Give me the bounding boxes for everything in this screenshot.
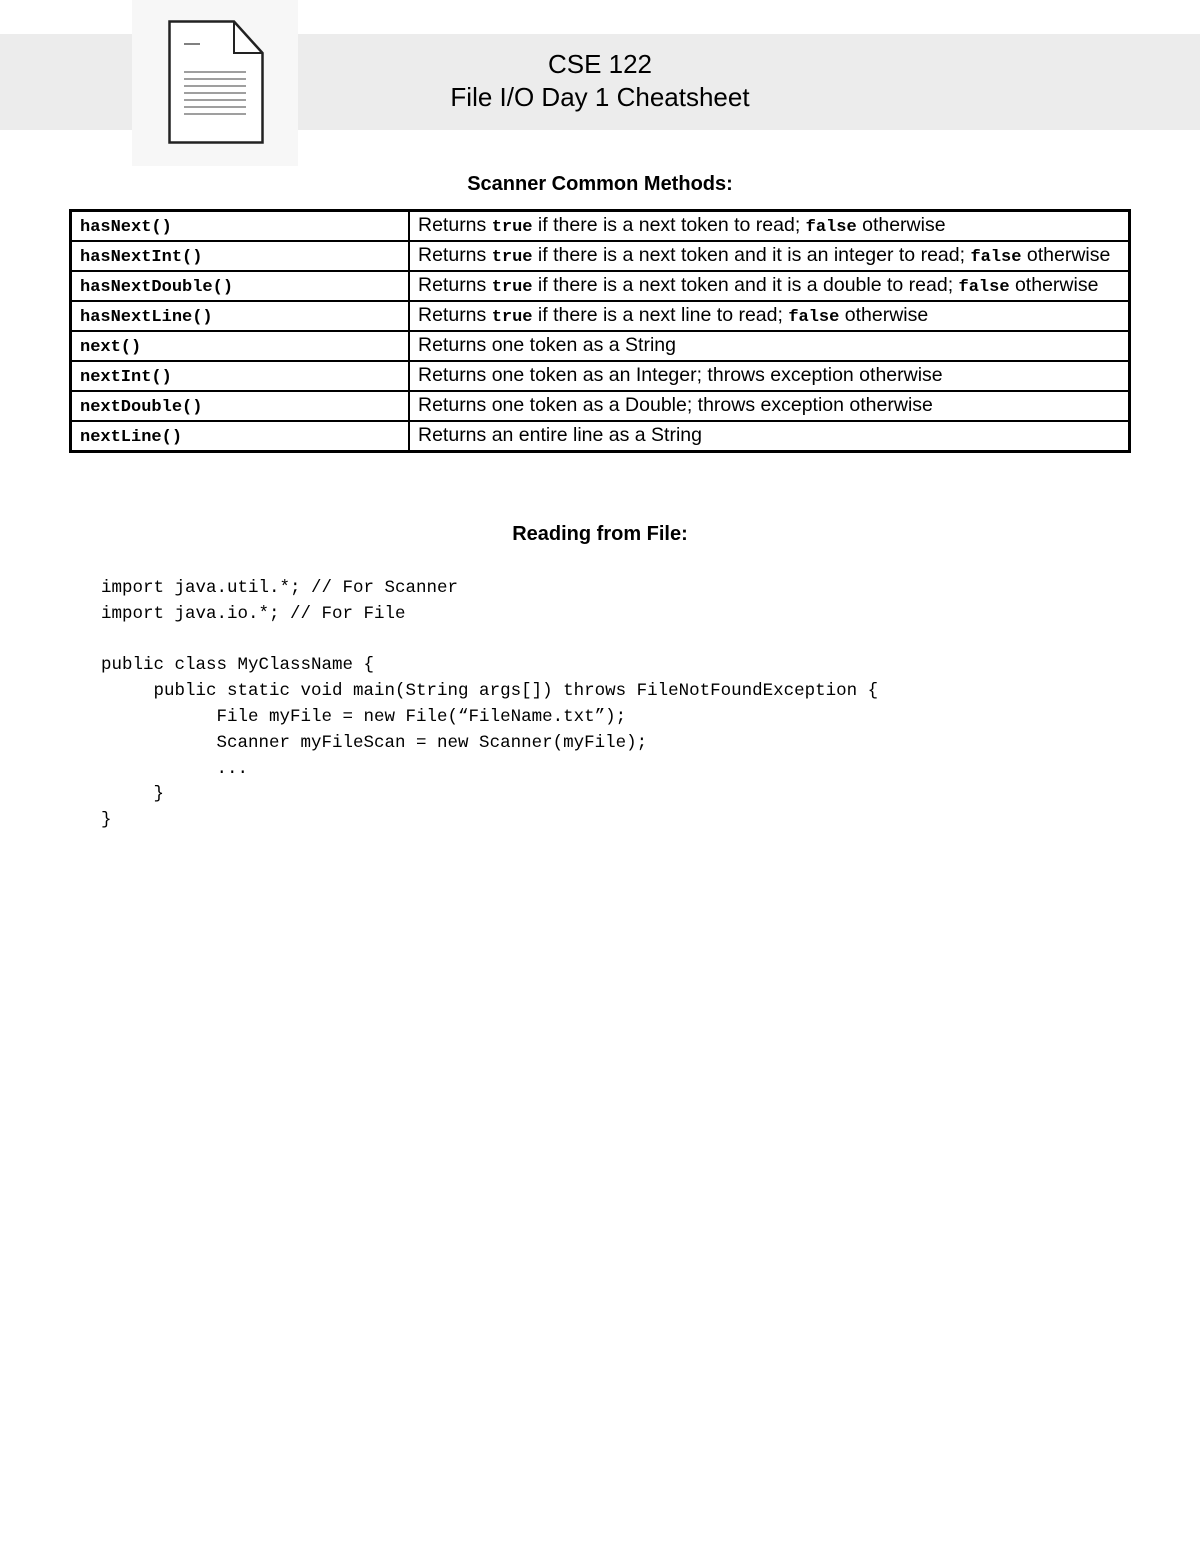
code-example <box>101 576 878 834</box>
code-line: public class MyClassName { <box>101 655 375 676</box>
course-name: CSE 122 <box>547 49 653 79</box>
code-line: Scanner myFileScan = new Scanner(myFile); <box>101 732 648 753</box>
boolean-literal: false <box>958 278 1010 297</box>
method-name-cell: next() <box>71 331 410 361</box>
method-description-cell <box>409 241 1130 271</box>
table-row <box>71 241 1130 271</box>
description-text: Returns <box>418 244 492 266</box>
method-name-cell: nextInt() <box>71 361 410 391</box>
method-description-cell <box>409 301 1130 331</box>
method-name-cell: hasNext() <box>71 211 410 242</box>
code-line: File myFile = new File(“FileName.txt”); <box>101 706 627 727</box>
code-line <box>101 628 878 654</box>
method-name-cell: hasNextLine() <box>71 301 410 331</box>
reading-from-file-heading: Reading from File: <box>512 523 688 545</box>
description-text: Returns one token as an Integer; throws exception otherwise <box>418 364 943 386</box>
method-description-cell <box>409 331 1130 361</box>
code-line: import java.io.*; // For File <box>101 603 406 624</box>
method-description-cell <box>409 211 1130 242</box>
code-line: import java.util.*; // For Scanner <box>101 578 459 598</box>
method-name-cell: nextLine() <box>71 421 410 452</box>
method-description-cell <box>409 391 1130 421</box>
method-description-cell <box>409 271 1130 301</box>
description-text: otherwise <box>1021 244 1111 266</box>
description-text: Returns one token as a Double; throws exception otherwise <box>418 394 933 416</box>
description-text: if there is a next line to read; <box>532 304 789 326</box>
scanner-methods-heading: Scanner Common Methods: <box>467 173 733 195</box>
method-description-cell <box>409 361 1130 391</box>
description-text: Returns an entire line as a String <box>418 424 702 446</box>
page-title <box>0 48 1200 114</box>
table-row <box>71 211 1130 242</box>
cheatsheet-title: File I/O Day 1 Cheatsheet <box>450 82 750 112</box>
description-text: Returns <box>418 304 492 326</box>
code-line: } <box>101 810 112 831</box>
scanner-methods-table <box>69 209 1131 453</box>
code-line: } <box>101 784 165 805</box>
boolean-literal: false <box>805 218 857 237</box>
description-text: if there is a next token and it is a double to read; <box>532 274 959 296</box>
method-name-cell: hasNextDouble() <box>71 271 410 301</box>
boolean-literal: true <box>491 218 533 237</box>
code-line: ... <box>101 758 249 779</box>
description-text: if there is a next token and it is an integer to read; <box>532 244 971 266</box>
method-name-cell: nextDouble() <box>71 391 410 421</box>
method-description-cell <box>409 421 1130 452</box>
boolean-literal: true <box>491 278 533 297</box>
description-text: if there is a next token to read; <box>532 214 806 236</box>
table-row <box>71 271 1130 301</box>
table-row <box>71 391 1130 421</box>
description-text: Returns <box>418 274 492 296</box>
boolean-literal: false <box>788 308 840 327</box>
table-row <box>71 421 1130 452</box>
code-line: public static void main(String args[]) throws FileNotFoundException { <box>101 681 879 702</box>
boolean-literal: true <box>491 248 533 267</box>
description-text: otherwise <box>1009 274 1099 296</box>
boolean-literal: false <box>970 248 1022 267</box>
boolean-literal: true <box>491 308 533 327</box>
description-text: otherwise <box>856 214 946 236</box>
description-text: otherwise <box>839 304 929 326</box>
table-row <box>71 361 1130 391</box>
table-row <box>71 301 1130 331</box>
method-name-cell: hasNextInt() <box>71 241 410 271</box>
description-text: Returns one token as a String <box>418 334 676 356</box>
description-text: Returns <box>418 214 492 236</box>
table-row <box>71 331 1130 361</box>
